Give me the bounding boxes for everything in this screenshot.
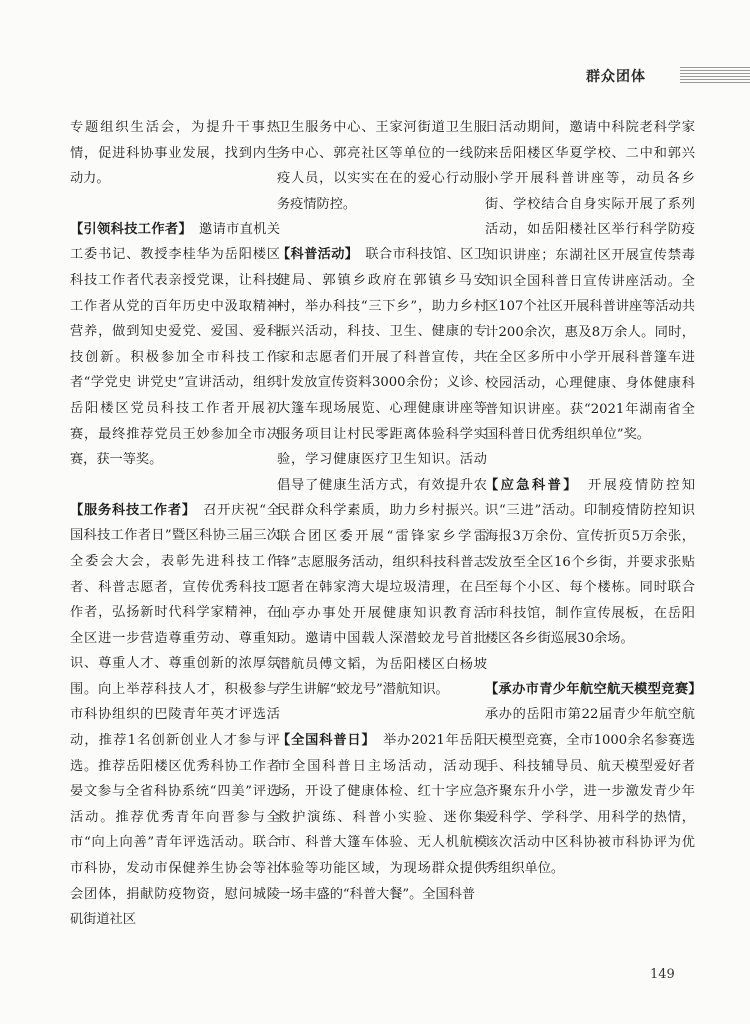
paragraph-text: 联合市科技馆、区卫健局、郭镇乡政府在郭镇乡马安村，举办科技“三下乡”，助力乡村振兴活动，科技、卫生、健康的专家和志愿者们开展了科普宣传，共计发放宣传资料3000余份；义诊、大篷车现场展览、心理健康讲座等服务项目让村民零距离体验科学实验，学习健康医疗卫生知识。活动倡导了健康生活方式，有效提升农民群众科学素质，助力乡村振兴。联合团区委开展“雷锋家乡学雷锋”志愿服务活动，组织科技科普志愿者在韩家湾大堤垃圾清理，在吕仙亭办事处开展健康知识教育活动。邀请中国载人深潜蛟龙号首批潜航员傅文韬，为岳阳楼区白杨坡学生讲解“蛟龙号”潜航知识。 (277, 247, 487, 698)
text-column-3 (485, 115, 695, 882)
header-rule-lines (680, 67, 750, 83)
paragraph (277, 242, 487, 703)
paragraph (70, 498, 280, 933)
section-heading: 【应急科普】 (485, 477, 573, 493)
section-title: 群众团体 (586, 69, 646, 85)
page-number: 149 (650, 967, 675, 982)
section-heading: 【服务科技工作者】 (70, 502, 190, 518)
section-heading: 【引领科技工作者】 (70, 221, 186, 237)
text-column-1 (70, 115, 280, 933)
paragraph (485, 677, 695, 882)
paragraph-text: 卫生服务中心、王家河街道卫生服务中心、郭亮社区等单位的一线防疫人员，以实实在在的爱心行动服务疫情防控。 (277, 120, 487, 212)
text-column-2 (277, 115, 487, 907)
paragraph-text: 专题组织生活会，为提升干事热情，促进科协事业发展，找到内生动力。 (70, 120, 280, 187)
paragraph (485, 473, 695, 652)
section-heading: 【科普活动】 (277, 247, 352, 263)
paragraph (70, 115, 280, 192)
paragraph (277, 115, 487, 217)
paragraph-text: 日活动期间，邀请中科院老科学家来岳阳楼区华夏学校、二中和郭兴小学开展科普讲座等，动员各乡街、学校结合自身实际开展了系列活动，如岳阳楼社区举行科学防疫知识讲座；东湖社区开展宣传禁毒知识全国科普日宣传讲座活动。全区107个社区开展科普讲座等活动共计200余次，惠及8万余人。同时，在全区多所中小学开展科普篷车进校园活动，心理健康、身体健康科普知识讲座。获“2021年湖南省全国科普日优秀组织单位”奖。 (485, 120, 695, 443)
paragraph-text: 邀请市直机关工委书记、教授李桂华为岳阳楼区科技工作者代表亲授党课，让科技工作者从党的百年历史中汲取精神营养，做到知史爱党、爱国、爱科技创新。积极参加全市科技工作者“学党史 讲党史”宣讲活动，组织岳阳楼区党员科技工作者开展初赛，最终推荐党员王妙参加全市决赛，获一等奖。 (70, 221, 281, 468)
paragraph-text: 开展疫情防控知识“三进”活动。印制疫情防控知识海报3万余份、宣传折页5万余张，发放至全区16个乡街，并要求张贴至每个小区、每个楼栋。同时联合市科技馆，制作宣传展板，在岳阳楼区各乡街巡展30余场。 (485, 477, 696, 647)
section-heading: 【承办市青少年航空航天模型竞赛】 (485, 681, 695, 697)
paragraph (485, 115, 695, 448)
paragraph (70, 217, 280, 473)
paragraph-text: 召开庆祝“全国科技工作者日”暨区科协三届三次全委会大会，表彰先进科技工作者、科普志愿者，宣传优秀科技工作者，弘扬新时代科学家精神，在全区进一步营造尊重劳动、尊重知识、尊重人才、尊重创新的浓厚氛围。向上举荐科技人才，积极参与市科协组织的巴陵青年英才评选活动，推荐1名创新创业人才参与评选。推荐岳阳楼区优秀科协工作者晏文参与全省科协系统“四美”评选活动。推荐优秀青年向晋参与全市“向上向善”青年评选活动。联合市科协，发动市保健养生协会等社会团体，捐献防疫物资，慰问城陵矶街道社区 (70, 502, 281, 928)
paragraph (277, 728, 487, 907)
paragraph-text: 承办的岳阳市第22届青少年航空航天模型竞赛，全市1000余名参赛选手、科技辅导员、航天模型爱好者齐聚东升小学，进一步激发青少年爱科学、学科学、用科学的热情，该次活动中区科协被市科协评为优秀组织单位。 (485, 707, 695, 877)
section-heading: 【全国科普日】 (277, 733, 369, 749)
paragraph-text: 举办2021年岳阳市全国科普日主场活动，活动现场，开设了健康体检、红十字应急救护演练、科普小实验、迷你集市、科普大篷车体验、无人机航模体验等功能区域，为现场群众提供一场丰盛的“科普大餐”。全国科普 (277, 733, 488, 902)
